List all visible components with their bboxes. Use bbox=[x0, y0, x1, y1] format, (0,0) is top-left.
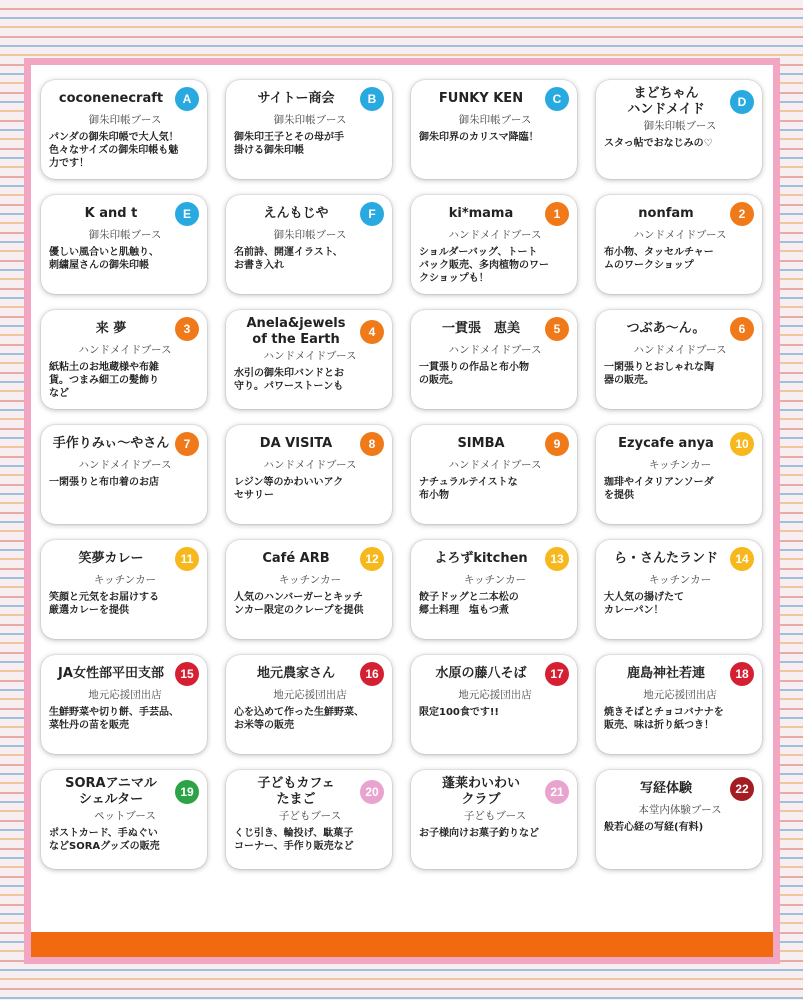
booth-category: 子どもブース bbox=[463, 810, 527, 822]
booth-description: ポストカード、手ぬぐい などSORAグッズの販売 bbox=[49, 828, 160, 852]
booth-name: 子どもカフェ たまご bbox=[257, 776, 335, 807]
booth-name: FUNKY KEN bbox=[438, 91, 524, 106]
booth-description: 般若心経の写経(有料) bbox=[604, 822, 704, 833]
booth-category: キッチンカー bbox=[648, 574, 712, 586]
booth-number-badge: 17 bbox=[545, 662, 569, 686]
booth-number-badge: 21 bbox=[545, 780, 569, 804]
booth-name: 笑夢カレー bbox=[78, 551, 144, 566]
booth-header bbox=[604, 86, 756, 118]
booth-category: 子どもブース bbox=[278, 810, 342, 822]
booth-name: よろずkitchen bbox=[434, 551, 528, 566]
booth-grid bbox=[41, 80, 763, 869]
booth-number-badge: 4 bbox=[360, 320, 384, 344]
booth-description: 大人気の揚げたて カレーパン！ bbox=[604, 592, 684, 616]
booth-name: えんもじや bbox=[263, 206, 329, 221]
booth-description: パンダの御朱印帳で大人気！ 色々なサイズの御朱印帳も魅 力です！ bbox=[49, 132, 179, 169]
booth-category: ハンドメイドブース bbox=[263, 350, 357, 362]
booth-description: 生鮮野菜や切り餅、手芸品、 菜牡丹の苗を販売 bbox=[49, 707, 179, 731]
booth-name: JA女性部平田支部 bbox=[58, 666, 164, 681]
booth-name: 水原の藤八そば bbox=[435, 666, 527, 681]
booth-description: 一閑張りと布巾着のお店 bbox=[49, 477, 159, 488]
booth-description: 一閑張りとおしゃれな陶 器の販売。 bbox=[604, 362, 714, 386]
booth-number-badge: 8 bbox=[360, 432, 384, 456]
booth-description: お子様向けお菓子釣りなど bbox=[419, 828, 539, 839]
booth-number-badge: 3 bbox=[175, 317, 199, 341]
booth-card bbox=[596, 770, 762, 869]
booth-card bbox=[596, 655, 762, 754]
booth-name: つぶあ～ん。 bbox=[626, 321, 706, 336]
booth-category: キッチンカー bbox=[93, 574, 157, 586]
booth-category: 地元応援団出店 bbox=[643, 689, 717, 701]
booth-header bbox=[49, 201, 201, 227]
booth-header bbox=[234, 86, 386, 112]
booth-category: 御朱印帳ブース bbox=[273, 229, 347, 241]
booth-card bbox=[411, 310, 577, 409]
booth-name: Café ARB bbox=[262, 551, 330, 566]
booth-number-badge: 2 bbox=[730, 202, 754, 226]
booth-card bbox=[226, 770, 392, 869]
booth-header bbox=[49, 86, 201, 112]
booth-map-frame bbox=[24, 58, 780, 964]
booth-category: ハンドメイドブース bbox=[633, 229, 727, 241]
booth-description: 笑顔と元気をお届けする 厳選カレーを提供 bbox=[49, 592, 159, 616]
booth-header bbox=[234, 431, 386, 457]
booth-header bbox=[49, 431, 201, 457]
booth-category: 御朱印帳ブース bbox=[458, 114, 532, 126]
booth-number-badge: 7 bbox=[175, 432, 199, 456]
booth-name: SORAアニマル シェルター bbox=[65, 776, 157, 807]
booth-category: 地元応援団出店 bbox=[273, 689, 347, 701]
booth-number-badge: 12 bbox=[360, 547, 384, 571]
booth-name: まどちゃん ハンドメイド bbox=[627, 86, 705, 117]
booth-header bbox=[604, 546, 756, 572]
booth-name: Anela&jewels of the Earth bbox=[246, 316, 346, 347]
booth-category: ハンドメイドブース bbox=[633, 344, 727, 356]
booth-description: 一貫張りの作品と布小物 の販売。 bbox=[419, 362, 529, 386]
booth-header bbox=[49, 546, 201, 572]
booth-card bbox=[596, 310, 762, 409]
booth-number-badge: 16 bbox=[360, 662, 384, 686]
booth-description: ショルダーバッグ、トート バック販売、多肉植物のワー クショップも！ bbox=[419, 247, 549, 284]
booth-category: 御朱印帳ブース bbox=[273, 114, 347, 126]
booth-header bbox=[49, 661, 201, 687]
booth-header bbox=[49, 316, 201, 342]
booth-name: 写経体験 bbox=[639, 781, 692, 796]
booth-number-badge: 20 bbox=[360, 780, 384, 804]
booth-description: 名前詩、開運イラスト、 お書き入れ bbox=[234, 247, 343, 271]
booth-header bbox=[419, 201, 571, 227]
booth-description: 餃子ドッグと二本松の 郷土料理 塩もつ煮 bbox=[419, 592, 519, 616]
booth-card bbox=[596, 425, 762, 524]
booth-header bbox=[604, 661, 756, 687]
booth-name: K and t bbox=[84, 206, 138, 221]
booth-card bbox=[411, 425, 577, 524]
booth-description: 珈琲やイタリアンソーダ を提供 bbox=[604, 477, 714, 501]
booth-description: スタっ帖でおなじみの♡ bbox=[604, 138, 713, 149]
booth-number-badge: 15 bbox=[175, 662, 199, 686]
booth-category: ハンドメイドブース bbox=[448, 459, 542, 471]
booth-description: ナチュラルテイストな 布小物 bbox=[419, 477, 518, 501]
booth-number-badge: C bbox=[545, 87, 569, 111]
booth-number-badge: 5 bbox=[545, 317, 569, 341]
booth-description: 紙粘土のお地蔵様や布雑 貨。つまみ細工の髪飾り など bbox=[49, 362, 159, 399]
booth-card bbox=[411, 655, 577, 754]
booth-header bbox=[234, 316, 386, 348]
booth-card bbox=[411, 80, 577, 179]
booth-header bbox=[419, 661, 571, 687]
booth-number-badge: 11 bbox=[175, 547, 199, 571]
booth-card bbox=[226, 540, 392, 639]
booth-number-badge: A bbox=[175, 87, 199, 111]
booth-card bbox=[41, 425, 207, 524]
booth-number-badge: E bbox=[175, 202, 199, 226]
booth-number-badge: 22 bbox=[730, 777, 754, 801]
booth-header bbox=[419, 316, 571, 342]
booth-description: 焼きそばとチョコバナナを 販売、味は折り紙つき！ bbox=[604, 707, 724, 731]
booth-category: ハンドメイドブース bbox=[448, 344, 542, 356]
booth-name: Ezycafe anya bbox=[618, 436, 714, 451]
booth-name: 蓬莱わいわい クラブ bbox=[441, 776, 520, 807]
booth-header bbox=[419, 776, 571, 808]
footer-bar bbox=[31, 932, 773, 957]
booth-category: ハンドメイドブース bbox=[78, 344, 172, 356]
booth-name: coconenecraft bbox=[58, 91, 164, 106]
booth-description: レジン等のかわいいアク セサリー bbox=[234, 477, 344, 501]
booth-name: DA VISITA bbox=[259, 436, 333, 451]
booth-number-badge: 1 bbox=[545, 202, 569, 226]
booth-number-badge: 13 bbox=[545, 547, 569, 571]
booth-card bbox=[41, 655, 207, 754]
booth-name: ki*mama bbox=[448, 206, 514, 221]
booth-name: nonfam bbox=[638, 206, 694, 221]
booth-category: 地元応援団出店 bbox=[458, 689, 532, 701]
booth-category: 御朱印帳ブース bbox=[88, 229, 162, 241]
booth-card bbox=[411, 540, 577, 639]
booth-card bbox=[226, 425, 392, 524]
booth-number-badge: 18 bbox=[730, 662, 754, 686]
booth-card bbox=[41, 310, 207, 409]
booth-name: 一貫張 恵美 bbox=[441, 321, 520, 336]
booth-description: くじ引き、輪投げ、駄菓子 コーナー、手作り販売など bbox=[234, 828, 354, 852]
booth-category: キッチンカー bbox=[278, 574, 342, 586]
booth-card bbox=[226, 80, 392, 179]
booth-number-badge: 14 bbox=[730, 547, 754, 571]
booth-name: ら・さんたランド bbox=[613, 551, 718, 566]
booth-header bbox=[419, 86, 571, 112]
booth-header bbox=[49, 776, 201, 808]
booth-header bbox=[604, 316, 756, 342]
booth-description: 優しい風合いと肌触り、 刺繍屋さんの御朱印帳 bbox=[49, 247, 159, 271]
booth-header bbox=[234, 201, 386, 227]
booth-header bbox=[604, 776, 756, 802]
booth-number-badge: 10 bbox=[730, 432, 754, 456]
booth-number-badge: D bbox=[730, 90, 754, 114]
booth-description: 心を込めて作った生鮮野菜、 お米等の販売 bbox=[234, 707, 364, 731]
booth-header bbox=[419, 431, 571, 457]
booth-header bbox=[604, 431, 756, 457]
booth-header bbox=[604, 201, 756, 227]
booth-description: 御朱印王子とその母が手 掛ける御朱印帳 bbox=[234, 132, 344, 156]
booth-category: 地元応援団出店 bbox=[88, 689, 162, 701]
booth-card bbox=[596, 195, 762, 294]
booth-card bbox=[41, 80, 207, 179]
booth-category: ハンドメイドブース bbox=[263, 459, 357, 471]
booth-card bbox=[411, 770, 577, 869]
booth-name: サイトー商会 bbox=[257, 91, 335, 106]
booth-description: 御朱印界のカリスマ降臨！ bbox=[419, 132, 539, 143]
booth-category: 本堂内体験ブース bbox=[638, 804, 722, 816]
booth-header bbox=[419, 546, 571, 572]
booth-card bbox=[41, 540, 207, 639]
booth-category: 御朱印帳ブース bbox=[643, 120, 717, 132]
booth-card bbox=[596, 540, 762, 639]
booth-card bbox=[226, 655, 392, 754]
booth-number-badge: B bbox=[360, 87, 384, 111]
booth-description: 限定100食です!! bbox=[419, 707, 499, 718]
booth-category: ハンドメイドブース bbox=[448, 229, 542, 241]
booth-category: ペットブース bbox=[94, 810, 156, 822]
booth-description: 布小物、タッセルチャー ムのワークショップ bbox=[604, 247, 714, 271]
booth-header bbox=[234, 661, 386, 687]
booth-header bbox=[234, 776, 386, 808]
booth-card bbox=[41, 195, 207, 294]
booth-category: ハンドメイドブース bbox=[78, 459, 172, 471]
booth-category: 御朱印帳ブース bbox=[88, 114, 162, 126]
booth-name: 鹿島神社若連 bbox=[626, 666, 705, 681]
booth-name: 地元農家さん bbox=[256, 666, 335, 681]
booth-number-badge: 19 bbox=[175, 780, 199, 804]
booth-card bbox=[226, 195, 392, 294]
booth-card bbox=[41, 770, 207, 869]
booth-number-badge: 9 bbox=[545, 432, 569, 456]
booth-header bbox=[234, 546, 386, 572]
booth-card bbox=[226, 310, 392, 409]
booth-name: 来 夢 bbox=[95, 321, 127, 336]
booth-description: 水引の御朱印バンドとお 守り。パワーストーンも bbox=[234, 368, 344, 392]
booth-description: 人気のハンバーガーとキッチ ンカー限定のクレープを提供 bbox=[234, 592, 364, 616]
booth-card bbox=[596, 80, 762, 179]
booth-name: SIMBA bbox=[457, 436, 505, 451]
booth-name: 手作りみぃ～やさん bbox=[52, 436, 170, 451]
booth-number-badge: 6 bbox=[730, 317, 754, 341]
booth-card bbox=[411, 195, 577, 294]
booth-category: キッチンカー bbox=[648, 459, 712, 471]
booth-number-badge: F bbox=[360, 202, 384, 226]
booth-category: キッチンカー bbox=[463, 574, 527, 586]
